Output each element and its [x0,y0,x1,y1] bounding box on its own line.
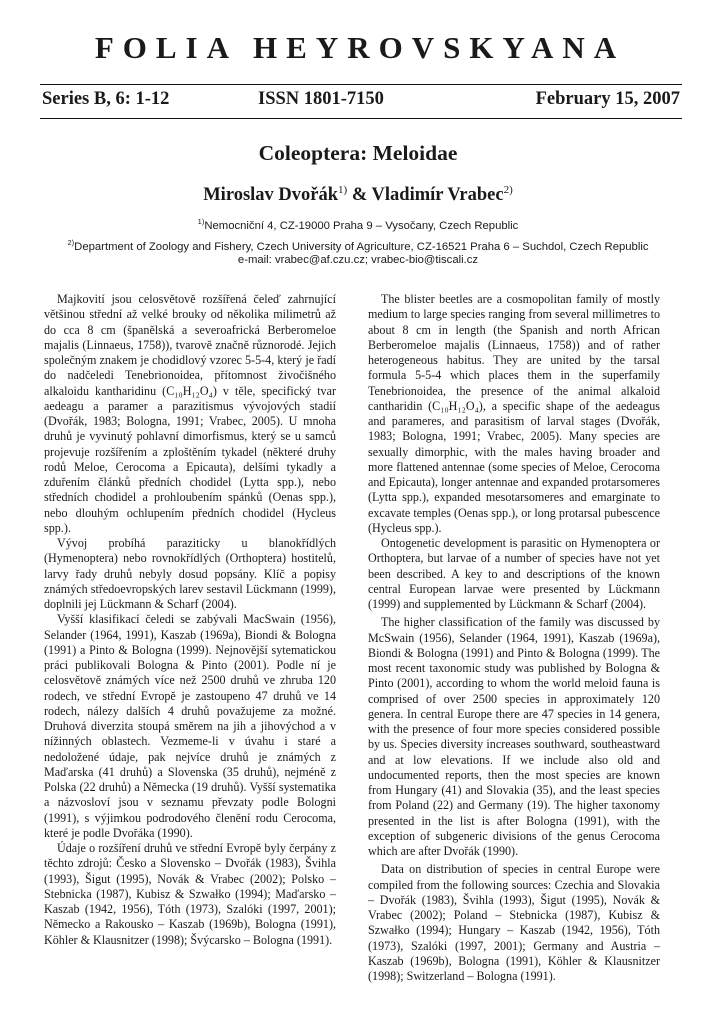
header-rule-top [40,84,682,85]
publication-date: February 15, 2007 [535,89,680,109]
author-connector: & [347,185,372,206]
affiliation-1-text: Nemocniční 4, CZ-19000 Praha 9 – Vysočany, Czech Republic [204,219,519,232]
czech-paragraph: Vyšší klasifikací čeledi se zabývali MacSwain (1956), Selander (1964, 1991), Kaszab (1969a), Biondi & Bologna (1991) a Pinto & Bologna (1999). Nejnovější sytematickou práci publikovali Bologna & Pinto (2001). Podle ní je celosvětově známých více než 2500 druhů ve zhruba 120 rodech, ve střední Evropě je zastoupeno 47 druhů ve 14 rodech, nálezy dalších 4 druhů považujeme za možné. Druhová diverzita stoupá směrem na jih a jihovýchod a v nížinných oblastech. Vezmeme-li v úvahu i staré a nedoložené údaje, pak nejvíce druhů je známých z Maďarska (41 druhů) a Slovenska (35 druhů), nejméně z Polska (22 druhů) a Německa (19 druhů). Vyšší systematika a názvosloví jsou v seznamu převzaty podle Bologni (1991), s výjimkou podrodového členění rodu Cerocoma, které je podle Dvořáka (1990). [44,612,336,840]
series-info: Series B, 6: 1-12 [42,89,170,109]
author-1: Miroslav Dvořák [203,185,339,206]
english-paragraph: Ontogenetic development is parasitic on Hymenoptera or Orthoptera, but larvae of a number of species have not yet been described. A key to and descriptions of the known central European larvae were presented by Lückmann (1999) and supplemented by Lückmann & Scharf (2004). [368,536,660,611]
header-rule-bottom [40,118,682,119]
email-line: e-mail: vrabec@af.czu.cz; vrabec-bio@tiscali.cz [237,254,479,266]
english-column [368,292,660,984]
author-1-mark: 1) [338,184,348,196]
affiliation-2-mark: 2) [67,238,75,247]
journal-title: FOLIA HEYROVSKYANA [94,30,626,65]
english-paragraph: Data on distribution of species in central Europe were compiled from the following sources: Czechia and Slovakia – Dvořák (1983), Švihla (1993), Šigut (1995), Novák & Vrabec (2002); Poland – Stebnicka (1987), Kubisz & Szwałko (1994); Hungary – Kaszab (1942, 1956), Tóth (1973), Szalóki (1997, 2001); Germany and Austria – Kaszab (1969b), Bologna (1991), Köhler & Klausnitzer (1998); Switzerland – Bologna (1991). [368,862,660,983]
author-2: Vladimír Vrabec [371,185,504,206]
english-paragraph: The higher classification of the family was discussed by McSwain (1956), Selander (1964, 1991), Kaszab (1969a), Biondi & Bologna (1991) and Pinto & Bologna (1999). The most recent taxonomic study was published by Bologna & Pinto (2001), according to whom the world meloid fauna is comprised of over 2500 species in approximately 120 genera. In central Europe there are 47 species in 14 genera, with the presence of four more species considered possible by us. Species diversity increases southward, southeastward and at low elevations. If we include also old and undocumented reports, then the most species are known from Hungary (41) and Slovakia (35), and the least species from Poland (22) and Germany (19). The higher taxonomy presented in the list is after Bologna (1991), with the exception of subgeneric divisions of the genus Cerocoma which are after Dvořák (1990). [368,615,660,858]
czech-column [44,292,336,948]
czech-paragraph: Vývoj probíhá paraziticky u blanokřídlých (Hymenoptera) nebo rovnokřídlých (Orthoptera) hostitelů, larvy řady druhů nebyly dosud popsány. Klíč a popisy známých středoevropských larev sestavil Lückmann (1999), doplnili jej Lückmann & Scharf (2004). [44,536,336,611]
czech-paragraph: Údaje o rozšíření druhů ve střední Evropě byly čerpány z těchto zdrojů: Česko a Slovensko – Dvořák (1983), Švihla (1993), Šigut (1995), Novák & Vrabec (2002); Polsko – Stebnicka (1987), Kubisz & Szwałko (1994); Maďarsko – Kaszab (1942, 1956), Tóth (1973), Szalóki (1997, 2001); Německo a Rakousko – Kaszab (1969b), Bologna (1991), Köhler & Klausnitzer (1998); Švýcarsko – Bologna (1991). [44,841,336,947]
affiliation-1-mark: 1) [197,217,205,226]
affiliation-2 [0,238,716,253]
issn: ISSN 1801-7150 [258,89,384,109]
english-paragraph: The blister beetles are a cosmopolitan family of mostly medium to large species ranging from several millimetres to about 8 cm in length (the Spanish and north African Berberomeloe majalis (Linnaeus, 1758)) and of rather heterogeneous habitus. They are united by the tarsal formula 5-5-4 which places them in the superfamily Tenebrionoidea, the presence of the animal alkaloid cantharidin (C₁₀H₁₂O₄), a specific shape of the aedeagus and parameres, and parasitism of larval stages (Dvořák, 1983; Bologna, 1991; Vrabec, 2005). Many species are sexually dimorphic, with the males having broader and more flattened antennae (some species of Meloe, Cerocoma and Epicauta), longer antennae and expanded protarsomeres (Lytta spp.), expanded mesotarsomeres and emarginate to excavate temples (Oenas spp.), or long protarsal pubescence (Hycleus spp.). [368,292,660,535]
czech-paragraph: Majkovití jsou celosvětově rozšířená čeleď zahrnující většinou střední až velké brouky od několika milimetrů až do cca 8 cm (španělská a severoafrická Berberomeloe majalis (Linnaeus, 1758)), tvarově značně různorodé. Jejich společným znakem je chodidlový vzorec 5-5-4, který je řadí do nadčeledi Tenebrionoidea, přítomnost živočišného alkaloidu kantharidinu (C₁₀H₁₂O₄) v těle, specifický tvar aedeagu a paramer a parazitismus vývojových stadií (Dvořák, 1983; Bologna, 1991; Vrabec, 2005). U mnoha druhů je vyvinutý pohlavní dimorfismus, který se u samců projevuje rozšířením a zploštěním tykadel (některé druhy rodů Meloe, Cerocoma a Epicauta), delšími tykadly a zduřením článků předních chodidel (Lytta spp.), nebo středních chodidel a prohloubením spánků (Oenas spp.), nebo dlouhým ochlupením předních chodidel (Hycleus spp.). [44,292,336,535]
authors-line [0,184,716,206]
affiliation-2-text: Department of Zoology and Fishery, Czech University of Agriculture, CZ-16521 Praha 6 – Suchdol, Czech Republic [74,240,649,253]
author-2-mark: 2) [503,184,513,196]
article-title: Coleoptera: Meloidae [258,141,458,165]
affiliation-1 [0,217,716,232]
